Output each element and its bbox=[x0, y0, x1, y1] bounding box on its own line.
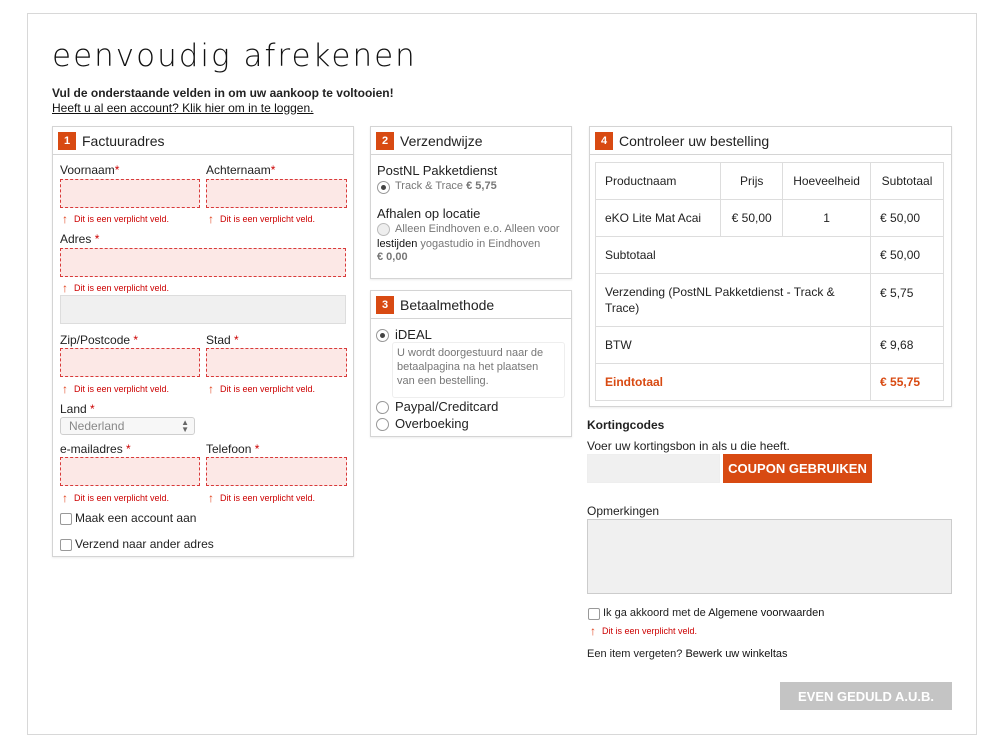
shipping-row bbox=[596, 274, 944, 327]
coupon-hint: Voer uw kortingsbon in als u die heeft. bbox=[587, 439, 790, 453]
arrow-up-icon: ↑ bbox=[208, 382, 214, 396]
tax-row bbox=[596, 327, 944, 364]
coupon-apply-button[interactable]: COUPON GEBRUIKEN bbox=[723, 454, 872, 483]
item-qty: 1 bbox=[783, 200, 871, 237]
header-qty: Hoeveelheid bbox=[783, 163, 871, 200]
shipping-option-pickup-title: Afhalen op locatie bbox=[377, 206, 481, 221]
arrow-up-icon: ↑ bbox=[590, 624, 596, 638]
updown-chevron-icon: ▲ ▼ bbox=[181, 418, 189, 434]
phone-error: ↑ Dit is een verplicht veld. bbox=[208, 491, 316, 505]
arrow-up-icon: ↑ bbox=[62, 491, 68, 505]
shipping-postnl-radio[interactable] bbox=[377, 181, 390, 194]
terms-checkbox[interactable] bbox=[588, 608, 600, 620]
ship-other-address-label: Verzend naar ander adres bbox=[75, 537, 214, 551]
zip-error: ↑ Dit is een verplicht veld. bbox=[62, 382, 170, 396]
step-number: 4 bbox=[595, 132, 613, 150]
tax-value: € 9,68 bbox=[871, 327, 944, 364]
grand-total-row bbox=[596, 364, 944, 401]
address-input[interactable] bbox=[60, 248, 346, 277]
arrow-up-icon: ↑ bbox=[208, 212, 214, 226]
table-row bbox=[596, 200, 944, 237]
email-error: ↑ Dit is een verplicht veld. bbox=[62, 491, 170, 505]
payment-paypal-label: Paypal/Creditcard bbox=[395, 399, 499, 414]
email-label: e-mailadres * bbox=[60, 442, 131, 456]
email-input[interactable] bbox=[60, 457, 200, 486]
forgot-item-text: Een item vergeten? Bewerk uw winkeltas bbox=[587, 648, 788, 660]
tax-label: BTW bbox=[596, 327, 871, 364]
arrow-up-icon: ↑ bbox=[208, 491, 214, 505]
table-header-row bbox=[596, 163, 944, 200]
country-select[interactable]: Nederland ▲ ▼ bbox=[60, 417, 195, 435]
subtotal-row bbox=[596, 237, 944, 274]
address-line2-input[interactable] bbox=[60, 295, 346, 324]
ship-other-address-checkbox[interactable] bbox=[60, 539, 72, 551]
payment-title: Betaalmethode bbox=[400, 296, 495, 313]
lestijden-link[interactable]: lestijden bbox=[377, 238, 418, 250]
coupon-title: Kortingcodes bbox=[587, 418, 665, 432]
payment-transfer-radio[interactable] bbox=[376, 418, 389, 431]
arrow-up-icon: ↑ bbox=[62, 382, 68, 396]
step-number: 2 bbox=[376, 132, 394, 150]
firstname-error: ↑ Dit is een verplicht veld. bbox=[62, 212, 170, 226]
item-subtotal: € 50,00 bbox=[871, 200, 944, 237]
shipping-postnl-desc: Track & Trace € 5,75 bbox=[395, 180, 497, 192]
subtotal-value: € 50,00 bbox=[871, 237, 944, 274]
city-error: ↑ Dit is een verplicht veld. bbox=[208, 382, 316, 396]
arrow-up-icon: ↑ bbox=[62, 212, 68, 226]
grand-total-value: € 55,75 bbox=[871, 364, 944, 401]
submit-order-button[interactable]: EVEN GEDULD A.U.B. bbox=[780, 682, 952, 710]
shipping-pickup-radio[interactable] bbox=[377, 223, 390, 236]
coupon-input[interactable] bbox=[587, 454, 720, 483]
address-label: Adres * bbox=[60, 232, 100, 246]
review-title: Controleer uw bestelling bbox=[619, 132, 770, 149]
terms-error: ↑ Dit is een verplicht veld. bbox=[590, 624, 698, 638]
phone-input[interactable] bbox=[206, 457, 347, 486]
page-title: eenvoudig afrekenen bbox=[52, 38, 417, 74]
billing-panel-header bbox=[53, 127, 353, 155]
payment-transfer-label: Overboeking bbox=[395, 416, 469, 431]
city-input[interactable] bbox=[206, 348, 347, 377]
country-label: Land * bbox=[60, 402, 95, 416]
zip-input[interactable] bbox=[60, 348, 200, 377]
login-link[interactable]: Heeft u al een account? Klik hier om in te loggen. bbox=[52, 101, 314, 115]
firstname-label: Voornaam* bbox=[60, 163, 120, 177]
header-subtotal: Subtotaal bbox=[871, 163, 944, 200]
payment-paypal-radio[interactable] bbox=[376, 401, 389, 414]
shipping-pickup-desc-2: lestijden yogastudio in Eindhoven bbox=[377, 238, 541, 250]
terms-link[interactable]: Algemene voorwaarden bbox=[708, 607, 825, 619]
address-error: ↑ Dit is een verplicht veld. bbox=[62, 281, 170, 295]
phone-label: Telefoon * bbox=[206, 442, 260, 456]
step-number: 3 bbox=[376, 296, 394, 314]
create-account-checkbox[interactable] bbox=[60, 513, 72, 525]
grand-total-label: Eindtotaal bbox=[596, 364, 871, 401]
create-account-label: Maak een account aan bbox=[75, 511, 197, 525]
step-number: 1 bbox=[58, 132, 76, 150]
item-name: eKO Lite Mat Acai bbox=[596, 200, 721, 237]
lastname-input[interactable] bbox=[206, 179, 347, 208]
payment-ideal-radio[interactable] bbox=[376, 329, 389, 342]
remarks-label: Opmerkingen bbox=[587, 504, 660, 518]
edit-cart-link[interactable]: Bewerk uw winkeltas bbox=[685, 648, 788, 660]
lastname-error: ↑ Dit is een verplicht veld. bbox=[208, 212, 316, 226]
lastname-label: Achternaam* bbox=[206, 163, 276, 177]
shipping-pickup-desc: Alleen Eindhoven e.o. Alleen voor bbox=[395, 223, 560, 235]
remarks-textarea[interactable] bbox=[587, 519, 952, 594]
arrow-up-icon: ↑ bbox=[62, 281, 68, 295]
shipping-cost-label: Verzending (PostNL Pakketdienst - Track & Trace) bbox=[596, 274, 871, 327]
shipping-option-postnl-title: PostNL Pakketdienst bbox=[377, 163, 498, 178]
shipping-pickup-price: € 0,00 bbox=[377, 251, 408, 263]
shipping-title: Verzendwijze bbox=[400, 132, 483, 149]
payment-ideal-label: iDEAL bbox=[395, 327, 432, 342]
order-table bbox=[595, 162, 944, 401]
terms-label: Ik ga akkoord met de Algemene voorwaarden bbox=[603, 607, 825, 619]
shipping-cost-value: € 5,75 bbox=[871, 274, 944, 327]
subtotal-label: Subtotaal bbox=[596, 237, 871, 274]
review-panel-header bbox=[590, 127, 951, 155]
city-label: Stad * bbox=[206, 333, 239, 347]
item-price: € 50,00 bbox=[721, 200, 783, 237]
billing-title: Factuuradres bbox=[82, 132, 165, 149]
payment-ideal-note: U wordt doorgestuurd naar de betaalpagina na het plaatsen van een bestelling. bbox=[397, 347, 544, 387]
shipping-panel-header bbox=[371, 127, 571, 155]
intro-text: Vul de onderstaande velden in om uw aankoop te voltooien! bbox=[52, 86, 394, 100]
header-product: Productnaam bbox=[596, 163, 721, 200]
payment-panel-header bbox=[371, 291, 571, 319]
zip-label: Zip/Postcode * bbox=[60, 333, 139, 347]
firstname-input[interactable] bbox=[60, 179, 200, 208]
header-price: Prijs bbox=[721, 163, 783, 200]
